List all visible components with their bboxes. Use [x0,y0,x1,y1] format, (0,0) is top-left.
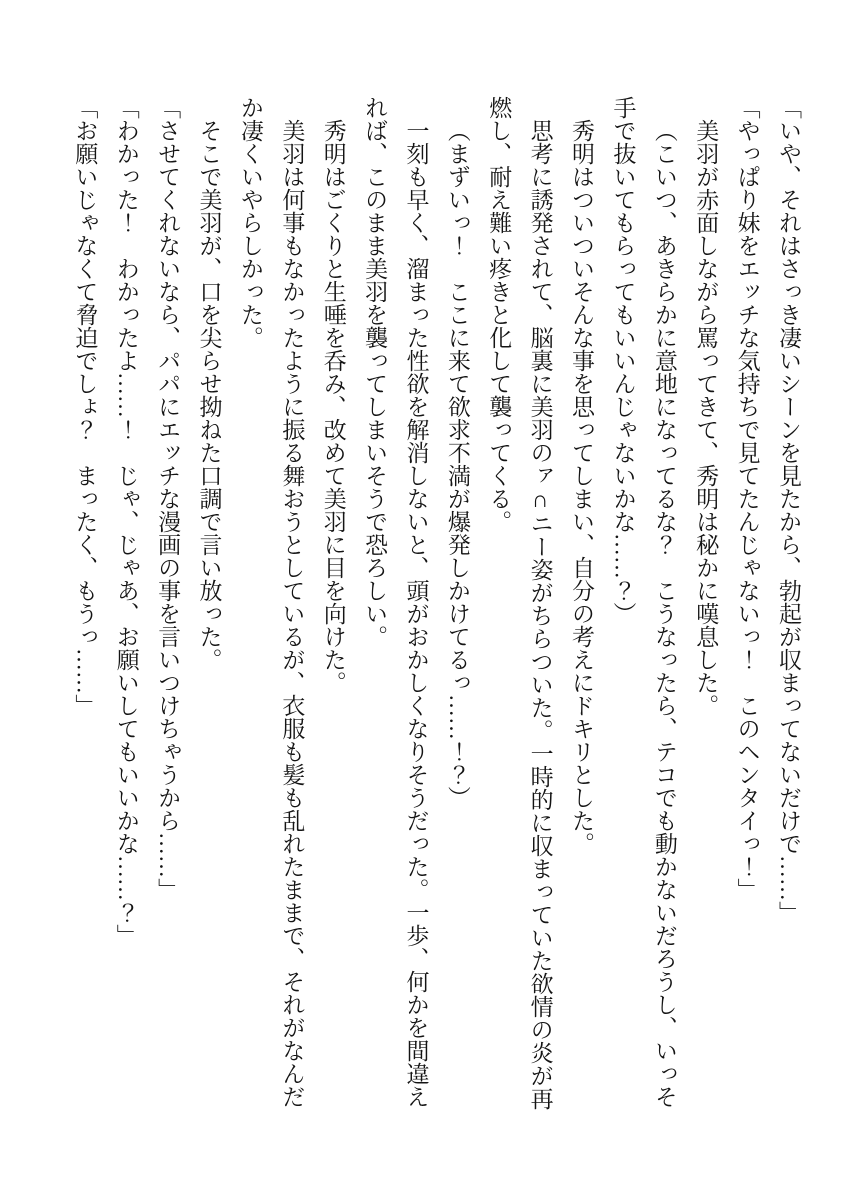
dialogue-line: 「お願いじゃなくて脅迫でしょ？ まったく、もうっ……」 [72,96,98,717]
dialogue-line: 「いや、それはさっき凄いシーンを見たから、勃起が収まってないだけで……」 [776,96,801,924]
dialogue-line: 「わかった！ わかったよ……！ じゃ、じゃあ、お願いしてもいいかな……？」 [113,96,139,947]
narration-line: そこで美羽が、口を尖らせ拗ねた口調で言い放った。 [196,119,222,671]
narration-line: 思考に誘発されて、脳裏に美羽のァ∩ニー姿がちらついた。一時的に収まっていた欲情の炎が再燃し、耐え難い疼きと化して襲ってくる。 [486,96,553,1110]
narration-line: 一刻も早く、溜まった性欲を解消しないと、頭がおかしくなりそうだった。一歩、何かを間違えれば、このまま美羽を襲ってしまいそうで恐ろしい。 [362,96,429,1108]
narration-line: 美羽は何事もなかったように振る舞おうとしているが、衣服も髪も乱れたままで、それがなんだか凄くいやらしかった。 [237,96,305,1108]
censor-symbol: ∩ [527,487,553,512]
dialogue-line: 「させてくれないなら、パパにエッチな漫画の事を言いつけちゃうから……」 [155,96,181,901]
narration-line: 秀明はごくりと生唾を呑み、改めて美羽に目を向けた。 [320,119,346,694]
novel-page [64,96,809,1116]
narration-line: 秀明はついついそんな事を思ってしまい、自分の考えにドキリとした。 [569,119,595,855]
thought-line: （こいつ、あきらかに意地になってるな？ こうなったら、テコでも動かないだろうし、いっそ手で抜いてもらってもいいんじゃないかな……？） [610,96,677,1108]
thought-line: （まずいっ！ ここに来て欲求不満が爆発しかけてるっ……！？） [444,119,470,809]
narration-line: 美羽が赤面しながら罵ってきて、秀明は秘かに嘆息した。 [693,119,719,717]
dialogue-line: 「やっぱり妹をエッチな気持ちで見てたんじゃないっ！ このヘンタイっ！」 [734,96,760,901]
